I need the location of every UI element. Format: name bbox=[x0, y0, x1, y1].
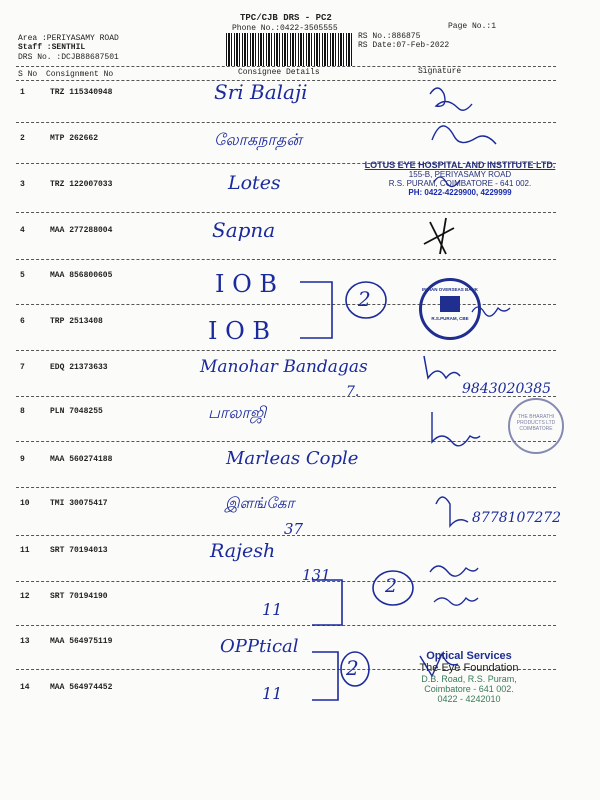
row-consignment: SRT 70194013 bbox=[50, 546, 108, 555]
optical-stamp bbox=[384, 650, 554, 704]
rs-date: RS Date:07-Feb-2022 bbox=[358, 41, 450, 50]
phone-number: Phone No.:0422-3505555 bbox=[232, 24, 338, 33]
row-consignee: I O B bbox=[215, 270, 278, 298]
lotus-stamp-city: R.S. PURAM, COIMBATORE - 641 002. bbox=[388, 179, 532, 188]
circle-number: 2 bbox=[385, 575, 398, 597]
row-consignee: Manohar Bandagas bbox=[200, 357, 368, 377]
col-signature: Signature bbox=[418, 67, 462, 76]
lotus-stamp-name: LOTUS EYE HOSPITAL AND INSTITUTE LTD. bbox=[364, 160, 556, 170]
row-consignment: MTP 262662 bbox=[50, 134, 99, 143]
row-consignee: பாலாஜி bbox=[208, 403, 267, 422]
row10-phone: 8778107272 bbox=[472, 510, 562, 526]
col-consignment: Consignment No bbox=[46, 70, 114, 79]
row-consignment: SRT 70194190 bbox=[50, 592, 108, 601]
circle-number: 2 bbox=[358, 287, 371, 311]
iob-stamp-name: INDIAN OVERSEAS BANK bbox=[422, 287, 479, 292]
iob-logo-icon bbox=[440, 296, 460, 312]
row11-extra-note: 131 bbox=[302, 566, 331, 584]
bharathi-stamp bbox=[508, 398, 564, 454]
row-consignment: MAA 277288004 bbox=[50, 226, 113, 235]
row-sno: 13 bbox=[20, 637, 30, 646]
row-consignee: Marleas Cople bbox=[226, 448, 359, 469]
iob-stamp bbox=[419, 278, 481, 340]
optical-stamp-title: Optical Services bbox=[426, 650, 512, 662]
row-sno: 7 bbox=[20, 363, 25, 372]
row-sno: 8 bbox=[20, 407, 25, 416]
row-consignee: Sri Balaji bbox=[214, 80, 308, 104]
row-consignment: MAA 564974452 bbox=[50, 683, 113, 692]
lotus-stamp-address: 155-B, PERIYASAMY ROAD bbox=[408, 170, 512, 179]
row-consignment: MAA 856800605 bbox=[50, 271, 113, 280]
row7-extra-note: 7. bbox=[346, 384, 360, 400]
row-sno: 3 bbox=[20, 180, 25, 189]
staff-label: Staff :SENTHIL bbox=[18, 43, 86, 52]
page-number: Page No.:1 bbox=[448, 22, 497, 31]
row-consignment: MAA 560274188 bbox=[50, 455, 113, 464]
col-sno: S No bbox=[18, 70, 38, 79]
circle-number: 2 bbox=[346, 656, 359, 680]
row-sno: 10 bbox=[20, 499, 30, 508]
lotus-stamp-phone: PH: 0422-4229900, 4229999 bbox=[408, 188, 512, 197]
col-consignee: Consignee Details bbox=[238, 68, 320, 77]
optical-stamp-city: Coimbatore - 641 002. bbox=[424, 684, 514, 694]
row-consignment: TRP 2513408 bbox=[50, 317, 103, 326]
area-label: Area :PERIYASAMY ROAD bbox=[18, 34, 119, 43]
document-title: TPC/CJB DRS - PC2 bbox=[240, 13, 332, 23]
row-sno: 2 bbox=[20, 134, 25, 143]
row-consignment: MAA 564975119 bbox=[50, 637, 113, 646]
row-consignment: TMI 30075417 bbox=[50, 499, 108, 508]
bharathi-stamp-text: THE BHARATHI PRODUCTS LTD COIMBATORE bbox=[516, 414, 556, 432]
row-consignment: TRZ 115340948 bbox=[50, 88, 113, 97]
row-consignee: Rajesh bbox=[210, 540, 276, 562]
row-sno: 9 bbox=[20, 455, 25, 464]
row-consignee: 11 bbox=[262, 600, 283, 619]
row-sno: 5 bbox=[20, 271, 25, 280]
row-consignment: PLN 7048255 bbox=[50, 407, 103, 416]
row-sno: 4 bbox=[20, 226, 25, 235]
row-sno: 11 bbox=[20, 546, 30, 555]
row-sno: 12 bbox=[20, 592, 30, 601]
row-consignee: 11 bbox=[262, 684, 283, 703]
lotus-stamp bbox=[360, 160, 560, 197]
optical-stamp-phone: 0422 - 4242010 bbox=[437, 694, 501, 704]
drs-number: DRS No. :DCJB88687501 bbox=[18, 53, 119, 62]
row-consignment: TRZ 122007033 bbox=[50, 180, 113, 189]
row-consignee: Sapna bbox=[212, 218, 276, 242]
row-sno: 1 bbox=[20, 88, 25, 97]
row7-phone: 9843020385 bbox=[462, 381, 552, 397]
row10-extra-note: 37 bbox=[284, 520, 304, 538]
row-consignee: I O B bbox=[208, 317, 271, 345]
row-consignee: OPPtical bbox=[220, 636, 299, 657]
optical-stamp-name: The Eye Foundation bbox=[419, 662, 519, 674]
row-consignee: Lotes bbox=[228, 172, 281, 194]
row-consignee: இளங்கோ bbox=[225, 494, 295, 512]
iob-stamp-branch: R.S.PURAM, CBE bbox=[431, 316, 469, 321]
rs-number: RS No.:886875 bbox=[358, 32, 421, 41]
row-consignment: EDQ 21373633 bbox=[50, 363, 108, 372]
row-consignee: லோகநாதன் bbox=[214, 130, 302, 149]
row-sno: 6 bbox=[20, 317, 25, 326]
row-sno: 14 bbox=[20, 683, 30, 692]
optical-stamp-address: D.B. Road, R.S. Puram, bbox=[421, 674, 517, 684]
